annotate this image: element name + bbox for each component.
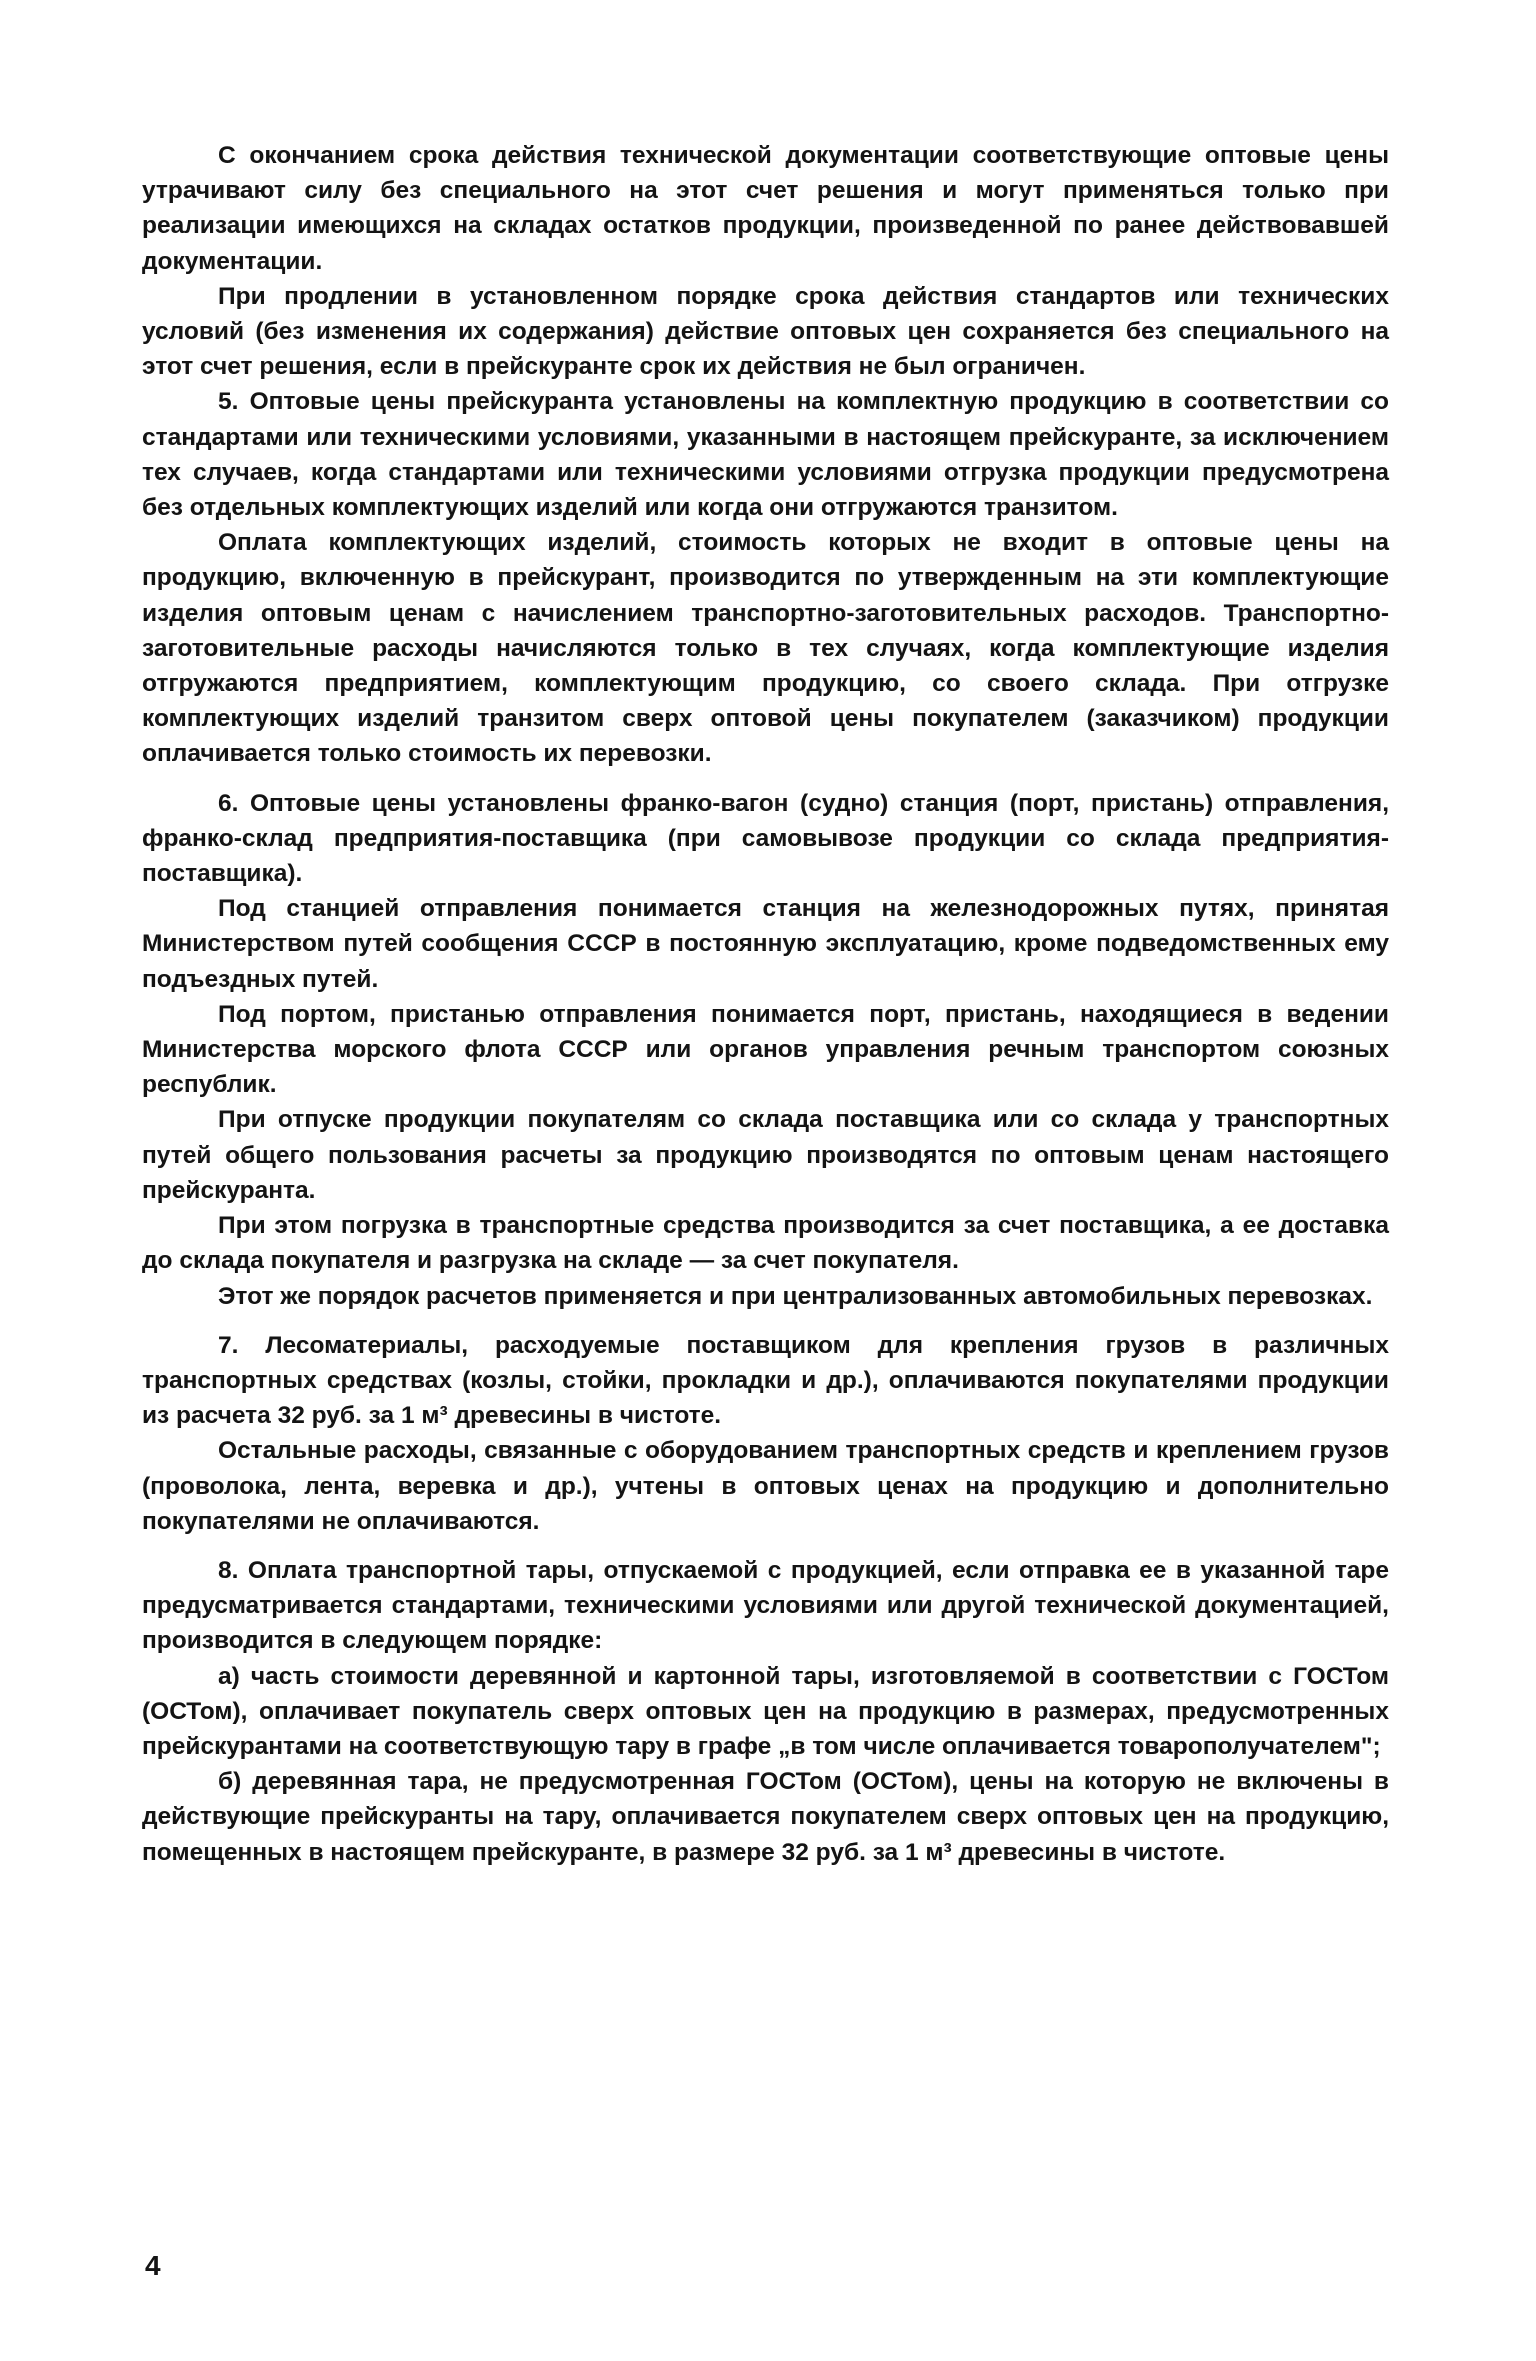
paragraph-item-a: а) часть стоимости деревянной и картонной тары, изготовляемой в соответствии с ГОСТом (ОСТом), оплачивает покупатель сверх оптовых цен на продукцию в размерах, предусмотренных прейскурантами на соответствующую тару в графе „в том числе оплачивается товарополучателем"; bbox=[142, 1662, 1389, 1760]
paragraph-warehouse-release: При отпуске продукции покупателям со склада поставщика или со склада у транспортных путей общего пользования расчеты за продукцию производятся по оптовым ценам настоящего прейскуранта. bbox=[142, 1106, 1389, 1204]
paragraph-departure-station: Под станцией отправления понимается станция на железнодорожных путях, принятая Министерством путей сообщения СССР в постоянную эксплуатацию, кроме подведомственных ему подъездных путей. bbox=[142, 895, 1389, 993]
page-number: 4 bbox=[145, 2250, 161, 2281]
paragraph-section-5-complete-products: 5. Оптовые цены прейскуранта установлены на комплектную продукцию в соответствии со стандартами или техническими условиями, указанными в настоящем прейскуранте, за исключением тех случаев, когда стандартами или техническими условиями отгрузка продукции предусмотрена без отдельных комплектующих изделий или когда они отгружаются транзитом. bbox=[142, 388, 1389, 522]
paragraph-standards-extension: При продлении в установленном порядке срока действия стандартов или технических условий (без изменения их содержания) действие оптовых цен сохраняется без специального на этот счет решения, если в прейскуранте срок их действия не был ограничен. bbox=[142, 282, 1389, 381]
paragraph-loading-costs: При этом погрузка в транспортные средства производится за счет поставщика, а ее доставка до склада покупателя и разгрузка на складе — за счет покупателя. bbox=[142, 1212, 1389, 1275]
paragraph-other-expenses: Остальные расходы, связанные с оборудованием транспортных средств и креплением грузов (проволока, лента, веревка и др.), учтены в оптовых ценах на продукцию и дополнительно покупателями не оплачиваются. bbox=[142, 1437, 1389, 1535]
paragraph-item-b: б) деревянная тара, не предусмотренная ГОСТом (ОСТом), цены на которую не включены в действующие прейскуранты на тару, оплачивается покупателем сверх оптовых цен на продукцию, помещенных в настоящем прейскуранте, в размере 32 руб. за 1 м³ древесины в чистоте. bbox=[142, 1768, 1389, 1866]
paragraph-components-payment: Оплата комплектующих изделий, стоимость которых не входит в оптовые цены на продукцию, включенную в прейскурант, производится по утвержденным на эти комплектующие изделия оптовым ценам с начислением транспортно-заготовительных расходов. Транспортно-заготовительные расходы начисляются только в тех случаях, когда комплектующие изделия отгружаются предприятием, комплектующим продукцию, со своего склада. При отгрузке комплектующих изделий транзитом сверх оптовой цены покупателем (заказчиком) продукции оплачивается только стоимость их перевозки. bbox=[142, 529, 1389, 768]
paragraph-section-8-packaging: 8. Оплата транспортной тары, отпускаемой с продукцией, если отправка ее в указанной таре предусматривается стандартами, техническими условиями или другой технической документацией, производится в следующем порядке: bbox=[142, 1556, 1389, 1655]
paragraph-section-6-fob-prices: 6. Оптовые цены установлены франко-вагон (судно) станция (порт, пристань) отправления, франко-склад предприятия-поставщика (при самовывозе продукции со склада предприятия-поставщика). bbox=[142, 789, 1389, 888]
paragraph-technical-docs-expiry: С окончанием срока действия технической документации соответствующие оптовые цены утрачивают силу без специального на этот счет решения и могут применяться только при реализации имеющихся на складах остатков продукции, произведенной по ранее действовавшей документации. bbox=[142, 142, 1389, 275]
document-body bbox=[142, 138, 1389, 1870]
paragraph-centralized-transport: Этот же порядок расчетов применяется и при централизованных автомобильных перевозках. bbox=[218, 1282, 1373, 1310]
paragraph-section-7-timber: 7. Лесоматериалы, расходуемые поставщиком для крепления грузов в различных транспортных средствах (козлы, стойки, прокладки и др.), оплачиваются покупателями продукции из расчета 32 руб. за 1 м³ древесины в чистоте. bbox=[142, 1331, 1389, 1430]
paragraph-departure-port: Под портом, пристанью отправления понимается порт, пристань, находящиеся в ведении Министерства морского флота СССР или органов управления речным транспортом союзных республик. bbox=[142, 1000, 1389, 1099]
